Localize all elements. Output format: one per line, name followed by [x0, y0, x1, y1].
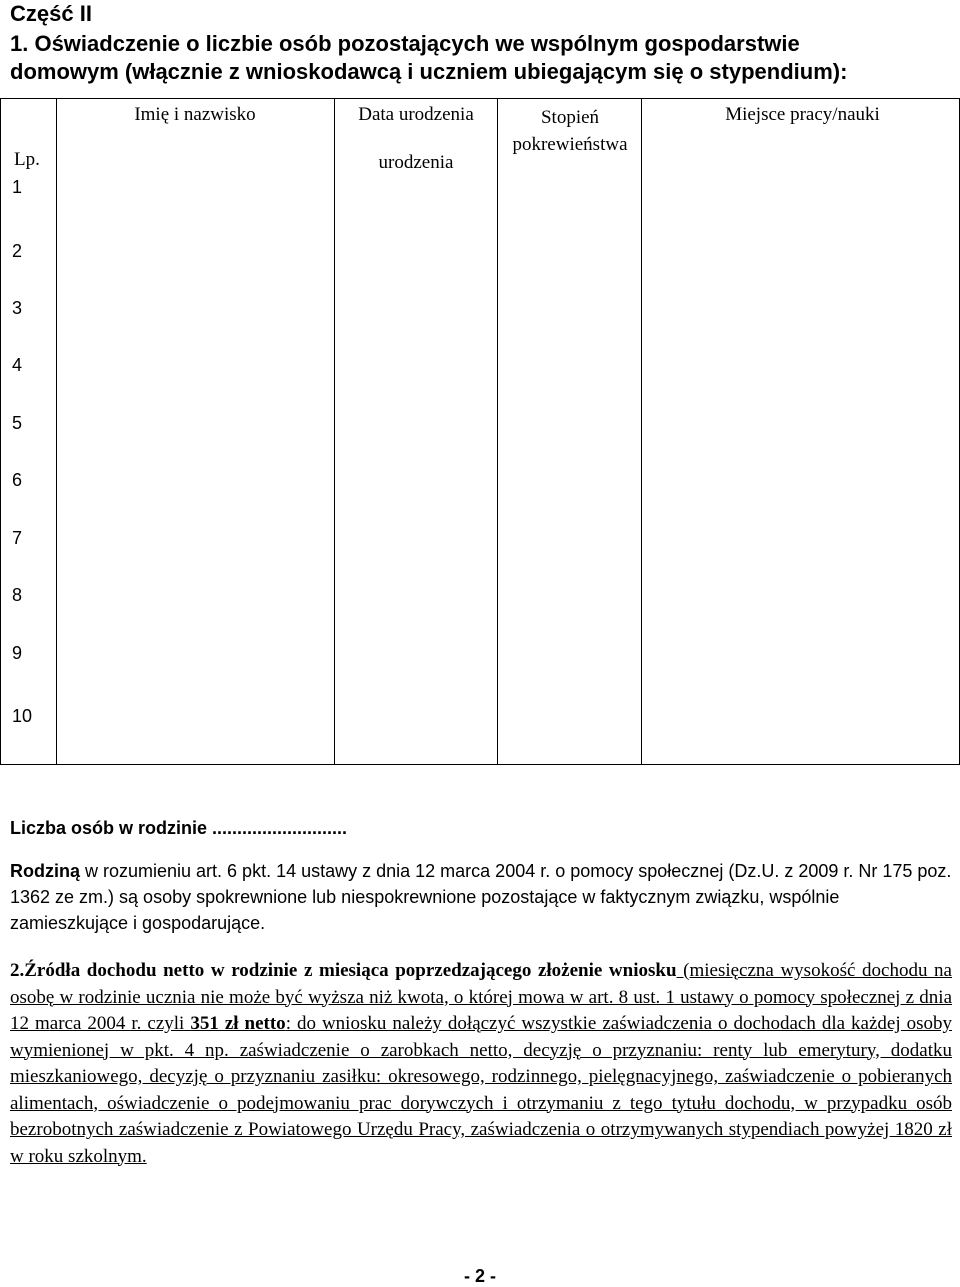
family-count-field[interactable]: Liczba osób w rodzinie ...........................	[10, 818, 348, 838]
header-birth-date: Data urodzenia	[358, 104, 474, 125]
section2-note-part1: (miesięczna wysokość dochodu na osobę w rodzinie ucznia nie może być wyższa niż kwota, o której mowa w art. 8 ust. 1 ustawy o pomocy społecznej z dnia 12 marca 2004 r. czyli	[10, 960, 952, 1034]
row-number-5: 5	[12, 413, 23, 433]
header-workplace: Miejsce pracy/nauki	[725, 104, 880, 125]
household-members-table	[0, 98, 960, 765]
part-title: Część II	[10, 1, 92, 26]
header-lp: Lp.	[14, 149, 40, 170]
section2-title: 2.Źródła dochodu netto w rodzinie z miesiąca poprzedzającego złożenie wniosku	[10, 960, 677, 981]
header-birth-date-continued: urodzenia	[378, 152, 454, 173]
column-divider	[334, 98, 335, 765]
header-relationship: Stopień pokrewieństwa	[512, 107, 628, 155]
income-limit-amount: 351 zł netto	[190, 1013, 286, 1034]
definition-term: Rodziną	[10, 861, 80, 881]
header-name: Imię i nazwisko	[134, 104, 256, 125]
section1-title-line1: 1. Oświadczenie o liczbie osób pozostających we wspólnym gospodarstwie	[10, 31, 800, 56]
row-number-9: 9	[12, 643, 23, 663]
row-number-7: 7	[12, 528, 23, 548]
family-definition	[10, 858, 952, 936]
section1-title-line2: domowym (włącznie z wnioskodawcą i uczniem ubiegającym się o stypendium):	[10, 59, 848, 84]
page-number: - 2 -	[463, 1266, 496, 1286]
row-number-3: 3	[12, 298, 23, 318]
document-heading	[10, 0, 847, 86]
column-divider	[56, 98, 57, 765]
row-number-8: 8	[12, 585, 23, 605]
row-number-4: 4	[12, 355, 23, 375]
row-number-6: 6	[12, 470, 23, 490]
row-number-10: 10	[12, 706, 33, 726]
income-sources-section	[10, 958, 952, 1170]
section2-note-part2: : do wniosku należy dołączyć wszystkie zaświadczenia o dochodach dla każdej osoby wymienionej w pkt. 4 np. zaświadczenie o zarobkach netto, decyzję o przyznaniu: renty lub emerytury, dodatku mieszkaniowego, decyzję o przyznaniu zasiłku: okresowego, rodzinnego, pielęgnacyjnego, zaświadczenie o pobieranych alimentach, oświadczenie o podejmowaniu prac dorywczych i otrzymaniu z tego tytułu dochodu, w przypadku osób bezrobotnych zaświadczenie z Powiatowego Urzędu Pracy, zaświadczenia o otrzymywanych stypendiach powyżej 1820 zł w roku szkolnym.	[10, 1013, 952, 1167]
column-divider	[641, 98, 642, 765]
row-number-1: 1	[12, 177, 23, 197]
definition-text: w rozumieniu art. 6 pkt. 14 ustawy z dnia 12 marca 2004 r. o pomocy społecznej (Dz.U. z 2009 r. Nr 175 poz. 1362 ze zm.) są osoby spokrewnione lub niespokrewnione pozostające w faktycznym związku, wspólnie zamieszkujące i gospodarujące.	[10, 861, 952, 933]
table-border	[0, 98, 960, 765]
column-divider	[497, 98, 498, 765]
row-number-2: 2	[12, 241, 23, 261]
